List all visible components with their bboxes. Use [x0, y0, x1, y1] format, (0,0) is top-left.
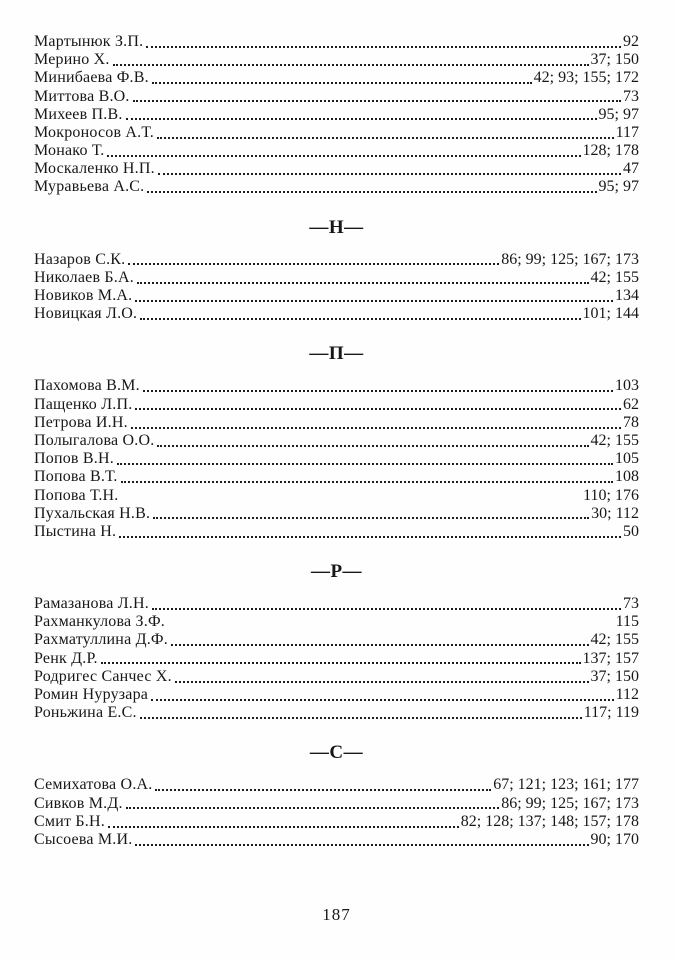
dot-leader: [158, 173, 621, 175]
entry-name: Мокроносов А.Т.: [34, 123, 154, 141]
index-entry: [34, 613, 639, 631]
dot-leader: [140, 318, 580, 320]
entry-pages: 50: [623, 522, 639, 540]
dot-leader: [140, 717, 582, 719]
entry-name: Роньжина Е.С.: [34, 704, 137, 722]
dot-leader: [131, 427, 621, 429]
entry-name: Попова Т.Н.: [34, 486, 119, 504]
entry-name: Назаров С.К.: [34, 250, 126, 268]
index-entry: [34, 432, 639, 450]
section-letter: —С—: [309, 742, 364, 764]
index-entry: [34, 686, 639, 704]
entry-name: Минибаева Ф.В.: [34, 69, 149, 87]
entry-name: Муравьева А.С.: [34, 178, 145, 196]
dot-leader: [137, 282, 589, 284]
entry-pages: 42; 155: [590, 631, 639, 649]
entry-pages: 73: [623, 595, 639, 613]
dot-leader: [171, 644, 589, 646]
section-letter: —Р—: [310, 561, 363, 583]
entry-name: Пащенко Л.П.: [34, 395, 133, 413]
index-entry: [34, 450, 639, 468]
entry-pages: 112: [615, 686, 639, 704]
index-body: [34, 33, 639, 849]
dot-leader: [147, 191, 596, 193]
entry-pages: 73: [623, 87, 639, 105]
entry-pages: 101; 144: [582, 305, 639, 323]
entry-name: Родригес Санчес Х.: [34, 667, 172, 685]
index-entry: [34, 795, 639, 813]
entry-name: Семихатова О.А.: [34, 776, 153, 794]
dot-leader: [175, 681, 589, 683]
entry-pages: 108: [615, 468, 639, 486]
entry-pages: 103: [615, 377, 639, 395]
index-entry: [34, 487, 639, 505]
entry-pages: 117; 119: [583, 704, 639, 722]
entry-pages: 105: [615, 450, 639, 468]
dot-leader: [126, 118, 597, 120]
index-entry: [34, 251, 639, 269]
entry-name: Петрова И.Н.: [34, 413, 128, 431]
section-letter: —Н—: [309, 216, 364, 238]
entry-name: Смит Б.Н.: [34, 812, 105, 830]
entry-name: Пахомова В.М.: [34, 377, 140, 395]
dot-leader: [146, 46, 621, 48]
entry-name: Новицкая Л.О.: [34, 305, 138, 323]
dot-leader: [135, 408, 621, 410]
index-entry: [34, 396, 639, 414]
index-entry: [34, 179, 639, 197]
index-entry: [34, 287, 639, 305]
index-entry: [34, 69, 639, 87]
index-entry: [34, 632, 639, 650]
entry-name: Рахманкулова З.Ф.: [34, 613, 166, 631]
entry-name: Пухальская Н.В.: [34, 504, 151, 522]
dot-leader: [157, 137, 614, 139]
index-entry: [34, 269, 639, 287]
dot-leader: [119, 536, 621, 538]
index-entry: [34, 33, 639, 51]
dot-leader: [157, 445, 588, 447]
index-entry: [34, 160, 639, 178]
dot-leader: [126, 807, 500, 809]
entry-pages: 82; 128; 137; 148; 157; 178: [460, 812, 639, 830]
entry-name: Сивков М.Д.: [34, 794, 123, 812]
entry-name: Михеев П.В.: [34, 105, 123, 123]
entry-pages: 47: [623, 160, 639, 178]
entry-pages: 137; 157: [582, 649, 639, 667]
entry-pages: 42; 155: [590, 431, 639, 449]
entry-pages: 110; 176: [583, 486, 639, 504]
entry-pages: 37; 150: [590, 667, 639, 685]
index-entry: [34, 51, 639, 69]
dot-leader: [151, 699, 613, 701]
entry-name: Новиков М.А.: [34, 287, 133, 305]
index-entry: [34, 377, 639, 395]
dot-leader: [152, 82, 532, 84]
entry-pages: 78: [623, 413, 639, 431]
entry-name: Полыгалова О.О.: [34, 431, 155, 449]
entry-pages: 86; 99; 125; 167; 173: [501, 250, 639, 268]
index-entry: [34, 595, 639, 613]
entry-pages: 30; 112: [591, 504, 639, 522]
index-entry: [34, 505, 639, 523]
section-letter: —П—: [309, 343, 364, 365]
entry-pages: 95; 97: [598, 178, 639, 196]
dot-leader: [113, 64, 589, 66]
dot-leader: [128, 263, 499, 265]
index-entry: [34, 106, 639, 124]
entry-name: Монако Т.: [34, 142, 105, 160]
entry-pages: 67; 121; 123; 161; 177: [493, 776, 639, 794]
index-entry: [34, 523, 639, 541]
entry-pages: 86; 99; 125; 167; 173: [501, 794, 639, 812]
entry-name: Пыстина Н.: [34, 522, 117, 540]
dot-leader: [133, 100, 621, 102]
dot-leader: [108, 826, 459, 828]
entry-pages: 115: [615, 613, 639, 631]
entry-name: Ренк Д.Р.: [34, 649, 98, 667]
dot-leader: [121, 481, 613, 483]
entry-pages: 42; 93; 155; 172: [533, 69, 639, 87]
entry-pages: 117: [615, 123, 639, 141]
dot-leader: [135, 844, 588, 846]
dot-leader: [143, 390, 613, 392]
dot-leader: [117, 463, 613, 465]
entry-name: Москаленко Н.П.: [34, 160, 155, 178]
entry-pages: 90; 170: [590, 830, 639, 848]
entry-pages: 134: [615, 287, 639, 305]
index-entry: [34, 414, 639, 432]
dot-leader: [135, 300, 613, 302]
entry-name: Николаев Б.А.: [34, 268, 134, 286]
dot-leader: [153, 517, 589, 519]
dot-leader: [101, 662, 581, 664]
entry-pages: 62: [623, 395, 639, 413]
entry-name: Миттова В.О.: [34, 87, 130, 105]
index-entry: [34, 88, 639, 106]
entry-pages: 128; 178: [582, 142, 639, 160]
entry-name: Рахматуллина Д.Ф.: [34, 631, 168, 649]
index-entry: [34, 142, 639, 160]
index-entry: [34, 813, 639, 831]
index-entry: [34, 831, 639, 849]
index-entry: [34, 668, 639, 686]
entry-pages: 42; 155: [590, 268, 639, 286]
index-entry: [34, 704, 639, 722]
entry-pages: 37; 150: [590, 51, 639, 69]
entry-pages: 95; 97: [598, 105, 639, 123]
entry-name: Мартынюк З.П.: [34, 32, 144, 50]
entry-name: Мерино Х.: [34, 51, 110, 69]
index-entry: [34, 305, 639, 323]
index-entry: [34, 650, 639, 668]
index-entry: [34, 776, 639, 794]
entry-name: Рамазанова Л.Н.: [34, 595, 149, 613]
entry-name: Попов В.Н.: [34, 450, 114, 468]
page-footer: [34, 905, 639, 925]
entry-name: Попова В.Т.: [34, 468, 118, 486]
entry-name: Сысоева М.И.: [34, 830, 133, 848]
index-entry: [34, 124, 639, 142]
dot-leader: [107, 155, 580, 157]
entry-name: Ромин Нурузара: [34, 686, 149, 704]
index-entry: [34, 468, 639, 486]
dot-leader: [152, 608, 621, 610]
dot-leader: [155, 789, 491, 791]
page-number: 187: [322, 905, 351, 925]
entry-pages: 92: [623, 32, 639, 50]
